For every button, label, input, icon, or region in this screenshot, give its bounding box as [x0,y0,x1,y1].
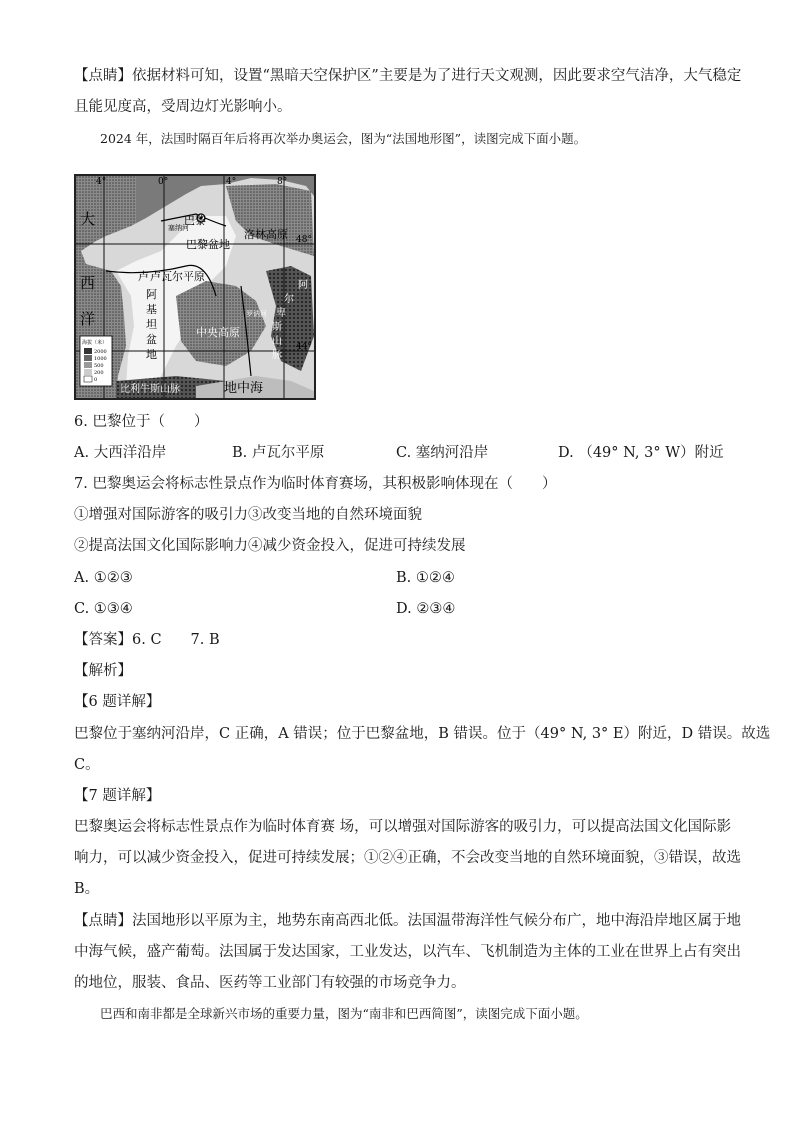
legend-500: 500 [94,363,104,369]
q6-option-c[interactable]: C. 塞纳河沿岸 [396,445,489,461]
answer-line: 【答案】6. C 7. B [74,632,220,648]
tip-line-2: 且能见度高，受周边灯光影响小。 [74,99,292,115]
tip2-line-1: 【点睛】法国地形以平原为主，地势东南高西北低。法国温带海洋性气候分布广，地中海沿岸地区属于地 [74,913,741,929]
label-alps-5: 山 [272,336,282,347]
q7-option-b[interactable]: B. ①②④ [396,570,455,586]
lat-label-44: 44° [296,342,312,352]
label-rhone: 罗讷河 [246,310,267,318]
label-alps-3: 卑 [276,308,286,319]
label-xi: 西 [80,274,96,292]
label-seine: 塞纳河 [168,224,189,232]
legend-200: 200 [94,370,104,376]
france-map-svg [76,176,314,398]
lat-label-48: 48° [296,235,312,245]
tip-line-1: 【点睛】依据材料可知，设置“黑暗天空保护区”主要是为了进行天文观测，因此要求空气洁净，大气稳定 [74,68,742,84]
legend-0: 0 [94,377,98,383]
q7-option-d[interactable]: D. ②③④ [396,601,456,617]
lon-label-0: 0° [158,177,169,187]
q6-option-b[interactable]: B. 卢瓦尔平原 [232,445,325,461]
q7-detail-line-2: 响力，可以减少资金投入，促进可持续发展；①②④正确，不会改变当地的自然环境面貌，③错误，故选 [74,850,741,866]
lon-label-4w: 4° [96,177,107,187]
question-intro-brazil: 巴西和南非都是全球新兴市场的重要力量，图为“南非和巴西简图”，读图完成下面小题。 [100,1006,588,1021]
label-paris-basin: 巴黎盆地 [186,238,230,251]
q7-option-a[interactable]: A. ①②③ [74,570,133,586]
tip2-line-2: 中海气候，盛产葡萄。法国属于发达国家，工业发达，以汽车、飞机制造为主体的工业在世界上占有突出 [74,944,741,960]
label-loire-plain: 卢瓦尔平原 [150,270,205,283]
label-lorraine: 洛林高原 [244,228,288,241]
question-7: 7. 巴黎奥运会将标志性景点作为临时体育赛场，其积极影响体现在（ ） [74,476,557,492]
label-aquitaine-1: 阿 [146,288,157,301]
label-lu: 卢 [138,270,149,283]
label-pyrenees: 比利牛斯山脉 [120,384,180,395]
q7-option-c[interactable]: C. ①③④ [74,601,133,617]
label-da: 大 [80,210,96,228]
question-intro-france: 2024 年，法国时隔百年后将再次举办奥运会，图为“法国地形图”，读图完成下面小题。 [100,131,587,146]
label-alps-4: 斯 [272,322,282,333]
q7-detail-line-1: 巴黎奥运会将标志性景点作为临时体育赛 场，可以增强对国际游客的吸引力，可以提高法国文化国际影 [74,819,732,835]
label-alps-2: 尔 [284,294,294,305]
q6-detail-heading: 【6 题详解】 [74,694,161,710]
legend-1000: 1000 [94,356,107,362]
lon-label-4e: 4° [226,177,237,187]
q7-detail-heading: 【7 题详解】 [74,788,161,804]
label-alps-6: 脉 [272,350,282,361]
label-paris: 巴黎 [184,214,206,227]
label-central-massif: 中央高原 [196,326,240,339]
legend-2000: 2000 [94,349,107,355]
lon-label-8e: 8° [277,177,288,187]
q6-detail-line-2: C。 [74,757,100,773]
tip2-line-3: 的地位，服装、食品、医药等工业部门有较强的市场竞争力。 [74,975,466,991]
label-aquitaine-4: 盆 [146,333,157,346]
question-6: 6. 巴黎位于（ ） [74,414,209,430]
france-terrain-map [74,174,316,400]
q6-detail-line-1: 巴黎位于塞纳河沿岸，C 正确，A 错误；位于巴黎盆地，B 错误。位于（49° N, 3° E）附近，D 错误。故选 [74,726,771,742]
label-yang: 洋 [80,310,96,328]
q6-option-a[interactable]: A. 大西洋沿岸 [74,445,167,461]
q7-statements-2: ②提高法国文化国际影响力④减少资金投入，促进可持续发展 [74,538,466,554]
label-alps-1: 阿 [298,280,308,291]
label-mediterranean: 地中海 [224,381,264,396]
legend-title: 海拔（米） [82,340,108,346]
label-aquitaine-2: 基 [146,303,157,316]
label-aquitaine-5: 地 [146,348,157,361]
q7-detail-line-3: B。 [74,881,100,897]
q7-statements-1: ①增强对国际游客的吸引力③改变当地的自然环境面貌 [74,507,422,523]
analysis-heading: 【解析】 [74,663,132,679]
q6-option-d[interactable]: D. （49° N, 3° W）附近 [558,445,724,461]
label-aquitaine-3: 坦 [146,318,157,331]
